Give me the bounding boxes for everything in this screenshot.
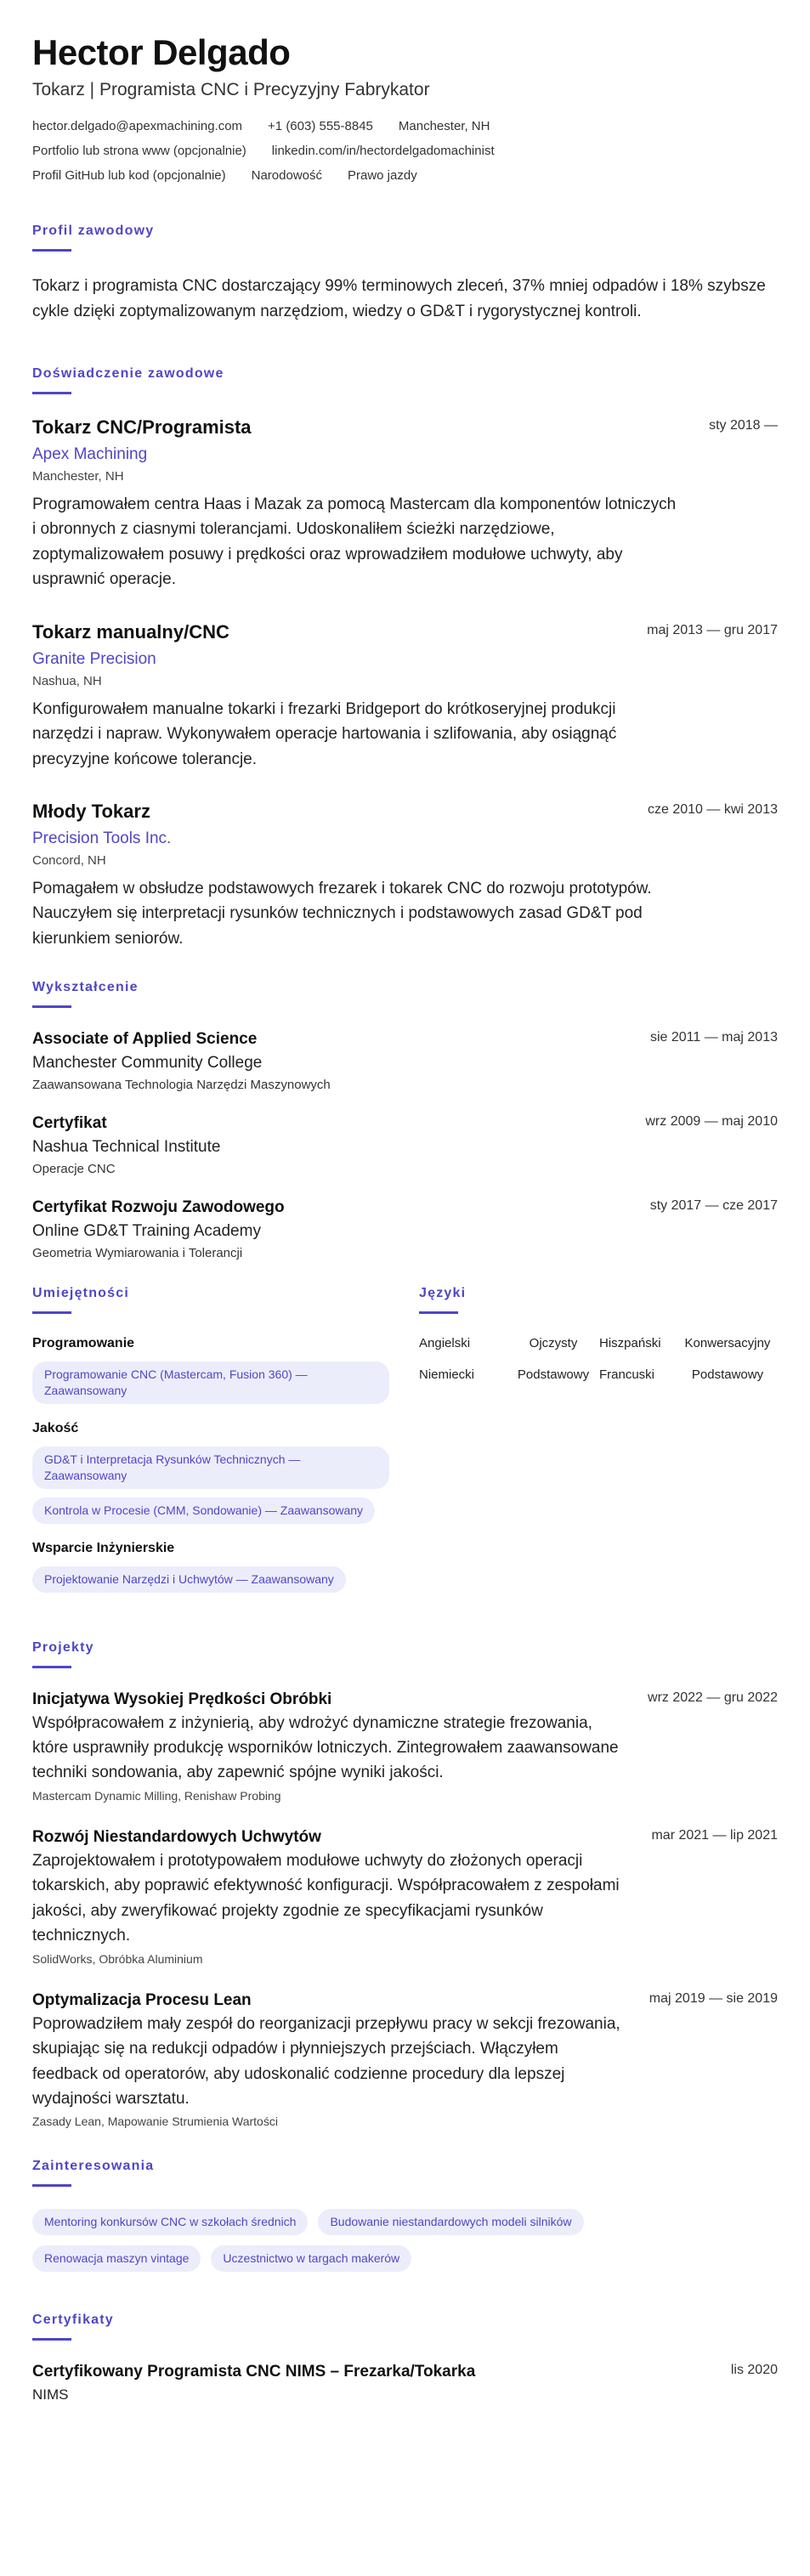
experience-description: Konfigurowałem manualne tokarki i frezarki Bridgeport do krótkoseryjnej produkcji narzędzi i napraw. Wykonywałem operacje hartowania i szlifowania, aby osiągnąć precyzyjne końcowe tolerancje.: [32, 699, 617, 768]
experience-date: maj 2013 — gru 2017: [647, 622, 778, 637]
project-technologies: Mastercam Dynamic Milling, Renishaw Probing: [32, 1788, 281, 1803]
job-title: Tokarz | Programista CNC i Precyzyjny Fabrykator: [32, 80, 430, 100]
language-name: Niemiecki: [419, 1367, 475, 1383]
project-description: Zaprojektowałem i prototypowałem modułowe uchwyty do złożonych operacji tokarskich, aby poprawić efektywność konfiguracji. Współpracowałem z zespołami jakości, aby zweryfikować projekty zgodnie ze specyfikacjami rysunków technicznych.: [32, 1851, 620, 1945]
section-divider: [32, 1311, 71, 1314]
experience-title: Tokarz manualny/CNC: [32, 620, 229, 643]
experience-entry: [32, 621, 778, 772]
certificate-name: Certyfikowany Programista CNC NIMS – Frezarka/Tokarka: [32, 2363, 476, 2381]
skill-tag: GD&T i Interpretacja Rysunków Technicznych — Zaawansowany: [32, 1447, 389, 1489]
skill-tag: Programowanie CNC (Mastercam, Fusion 360) — Zaawansowany: [32, 1362, 389, 1404]
language-name: Hiszpański: [599, 1336, 661, 1351]
language-name: Francuski: [599, 1367, 655, 1383]
linkedin-link[interactable]: linkedin.com/in/hectordelgadomachinist: [271, 144, 495, 159]
phone-number[interactable]: +1 (603) 555-8845: [268, 119, 373, 134]
education-field: Geometria Wymiarowania i Tolerancji: [32, 1246, 243, 1261]
certificate-date: lis 2020: [730, 2363, 778, 2378]
interests-list: [32, 2209, 678, 2272]
experience-company: Granite Precision: [32, 649, 156, 668]
project-entry: [32, 1690, 778, 1803]
section-heading-education: Wykształcenie: [32, 980, 139, 995]
experience-description: Pomagałem w obsłudze podstawowych frezarek i tokarek CNC do rozwoju prototypów. Nauczyłem się interpretacji rysunków technicznych i podstawowych zasad GD&T pod kierunkiem seniorów.: [32, 879, 652, 948]
skill-category: Programowanie: [32, 1336, 135, 1351]
project-technologies: SolidWorks, Obróbka Aluminium: [32, 1951, 203, 1966]
email-link[interactable]: hector.delgado@apexmachining.com: [32, 119, 243, 134]
education-degree: Certyfikat Rozwoju Zawodowego: [32, 1198, 285, 1217]
skill-category: Jakość: [32, 1421, 79, 1436]
section-heading-skills: Umiejętności: [32, 1286, 129, 1301]
language-level: Ojczysty: [529, 1336, 578, 1351]
section-heading-experience: Doświadczenie zawodowe: [32, 365, 224, 381]
section-divider: [32, 2338, 71, 2341]
location-text: Manchester, NH: [398, 119, 490, 134]
experience-location: Concord, NH: [32, 852, 106, 868]
project-technologies: Zasady Lean, Mapowanie Strumienia Wartości: [32, 2115, 278, 2129]
summary-text: Tokarz i programista CNC dostarczający 99% terminowych zleceń, 37% mniej odpadów i 18% szybsze cykle dzięki zoptymalizowanym narzędziom, wiedzy o GD&T i rygorystycznej kontroli.: [32, 277, 766, 321]
languages-grid: [419, 1336, 778, 1382]
experience-company: Apex Machining: [32, 444, 148, 463]
skill-category: Wsparcie Inżynierskie: [32, 1540, 175, 1555]
projects-section: [32, 1640, 778, 2129]
section-divider: [419, 1311, 458, 1314]
education-date: sie 2011 — maj 2013: [649, 1030, 778, 1045]
languages-section: [419, 1286, 778, 1609]
experience-date: cze 2010 — kwi 2013: [648, 801, 778, 817]
experience-description: Programowałem centra Haas i Mazak za pomocą Mastercam dla komponentów lotniczych i obronnych z ciasnymi tolerancjami. Udoskonaliłem ścieżki narzędziowe, zoptymalizowałem posuwy i prędkości oraz wprowadziłem modułowe uchwyty, aby usprawnić operacje.: [32, 495, 677, 589]
education-degree: Associate of Applied Science: [32, 1030, 258, 1049]
project-entry: [32, 1828, 778, 1966]
interest-tag: Mentoring konkursów CNC w szkołach średnich: [32, 2209, 308, 2235]
section-heading-interests: Zainteresowania: [32, 2159, 155, 2174]
project-description: Poprowadziłem mały zespół do reorganizacji przepływu pracy w sekcji frezowania, skupiając się na redukcji odpadów i płynniejszych przejściach. Włączyłem feedback od operatorów, aby udoskonalić codzienne procedury dla lepszej wydajności warsztatu.: [32, 2014, 620, 2108]
project-title: Optymalizacja Procesu Lean: [32, 1990, 252, 2009]
skill-tag: Projektowanie Narzędzi i Uchwytów — Zaawansowany: [32, 1566, 346, 1593]
experience-section: [32, 366, 778, 951]
language-name: Angielski: [419, 1336, 471, 1351]
nationality-text: Narodowość: [251, 168, 322, 184]
language-level: Podstawowy: [691, 1367, 764, 1383]
skill-tag: Kontrola w Procesie (CMM, Sondowanie) — Zaawansowany: [32, 1497, 375, 1524]
education-section: [32, 980, 778, 1260]
experience-location: Nashua, NH: [32, 673, 102, 688]
experience-company: Precision Tools Inc.: [32, 829, 172, 847]
project-date: wrz 2022 — gru 2022: [648, 1690, 778, 1705]
experience-entry: [32, 801, 778, 951]
contact-list: [32, 119, 644, 183]
github-link[interactable]: Profil GitHub lub kod (opcjonalnie): [32, 168, 226, 184]
section-divider: [32, 1666, 71, 1668]
interest-tag: Renowacja maszyn vintage: [32, 2245, 201, 2272]
summary-section: [32, 224, 778, 326]
education-field: Zaawansowana Technologia Narzędzi Maszynowych: [32, 1078, 331, 1093]
project-title: Inicjatywa Wysokiej Prędkości Obróbki: [32, 1690, 332, 1708]
certificate-entry: [32, 2363, 778, 2403]
experience-entry: [32, 416, 778, 592]
experience-title: Tokarz CNC/Programista: [32, 416, 252, 438]
certificate-issuer: NIMS: [32, 2386, 69, 2403]
education-field: Operacje CNC: [32, 1162, 116, 1177]
education-entry: [32, 1198, 778, 1260]
project-entry: [32, 1991, 778, 2129]
section-heading-summary: Profil zawodowy: [32, 224, 155, 239]
section-divider: [32, 392, 71, 394]
section-divider: [32, 249, 71, 252]
interest-tag: Uczestnictwo w targach makerów: [211, 2245, 411, 2272]
skill-group: [32, 1421, 402, 1524]
skill-group: [32, 1541, 402, 1593]
project-title: Rozwój Niestandardowych Uchwytów: [32, 1827, 321, 1846]
education-date: sty 2017 — cze 2017: [649, 1198, 778, 1214]
project-date: mar 2021 — lip 2021: [651, 1827, 778, 1843]
education-school: Online GD&T Training Academy: [32, 1222, 261, 1241]
experience-date: sty 2018 —: [709, 417, 778, 433]
language-level: Podstawowy: [517, 1367, 590, 1383]
skills-section: [32, 1286, 419, 1609]
project-date: maj 2019 — sie 2019: [649, 1990, 778, 2006]
project-description: Współpracowałem z inżynierią, aby wdrożyć dynamiczne strategie frezowania, które usprawniły produkcję wsporników lotniczych. Zintegrowałem zaawansowane techniki sondowania, aby zapewnić spójne wyniki jakości.: [32, 1713, 619, 1782]
section-heading-languages: Języki: [419, 1286, 467, 1301]
skills-languages-row: [32, 1286, 778, 1609]
certificates-section: [32, 2313, 778, 2403]
education-school: Nashua Technical Institute: [32, 1138, 221, 1157]
candidate-name: Hector Delgado: [32, 32, 291, 72]
interests-section: [32, 2159, 778, 2272]
interest-tag: Budowanie niestandardowych modeli silników: [318, 2209, 583, 2235]
language-level: Konwersacyjny: [684, 1336, 771, 1351]
education-entry: [32, 1114, 778, 1176]
section-divider: [32, 1005, 71, 1008]
skill-group: [32, 1336, 402, 1404]
section-heading-projects: Projekty: [32, 1639, 94, 1655]
experience-title: Młody Tokarz: [32, 800, 150, 822]
education-school: Manchester Community College: [32, 1054, 263, 1073]
resume-header: [32, 34, 778, 183]
section-heading-certificates: Certyfikaty: [32, 2313, 114, 2328]
education-date: wrz 2009 — maj 2010: [645, 1114, 778, 1129]
section-divider: [32, 2184, 71, 2187]
education-degree: Certyfikat: [32, 1114, 107, 1133]
license-text: Prawo jazdy: [348, 168, 417, 184]
portfolio-link[interactable]: Portfolio lub strona www (opcjonalnie): [32, 144, 246, 159]
experience-location: Manchester, NH: [32, 468, 124, 484]
education-entry: [32, 1030, 778, 1092]
